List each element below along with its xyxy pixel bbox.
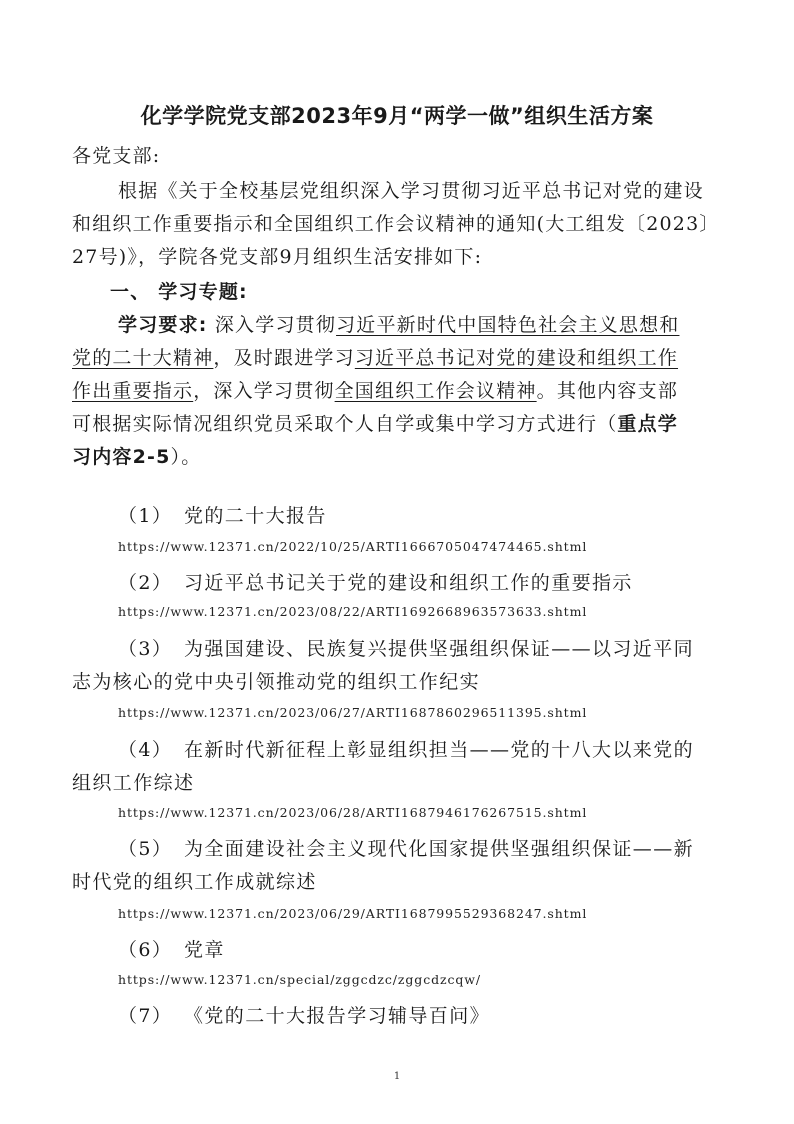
intro-line-3: 27号)》，学院各党支部9月组织生活安排如下: bbox=[72, 246, 483, 268]
requirement-line-2: 党的二十大精神，及时跟进学习习近平总书记对党的建设和组织工作 bbox=[72, 347, 679, 369]
requirement-line-1: 学习要求: 深入学习贯彻习近平新时代中国特色社会主义思想和 bbox=[118, 314, 680, 336]
underlined-topic: 全国组织工作会议精神 bbox=[334, 380, 537, 402]
list-item: （2） 习近平总书记关于党的建设和组织工作的重要指示 bbox=[118, 572, 633, 594]
reference-url[interactable]: https://www.12371.cn/2023/06/29/ARTI1687995529368247.shtml bbox=[118, 906, 588, 921]
page-number: 1 bbox=[393, 1071, 401, 1082]
reference-url[interactable]: https://www.12371.cn/2023/06/27/ARTI1687860296511395.shtml bbox=[118, 705, 588, 720]
underlined-topic: 作出重要指示 bbox=[72, 380, 194, 402]
reference-url[interactable]: https://www.12371.cn/2022/10/25/ARTI1666705047474465.shtml bbox=[118, 539, 588, 554]
list-item: （5） 为全面建设社会主义现代化国家提供坚强组织保证——新 bbox=[118, 838, 695, 860]
list-item: （4） 在新时代新征程上彰显组织担当——党的十八大以来党的 bbox=[118, 739, 695, 761]
requirement-line-5: 习内容2-5）。 bbox=[72, 446, 202, 468]
underlined-topic: 习近平新时代中国特色社会主义思想和 bbox=[336, 314, 680, 336]
salutation: 各党支部: bbox=[72, 145, 161, 167]
reference-url[interactable]: https://www.12371.cn/2023/06/28/ARTI1687946176267515.shtml bbox=[118, 805, 588, 820]
document-title: 化学学院党支部2023年9月“两学一做”组织生活方案 bbox=[140, 104, 654, 128]
reference-url[interactable]: https://www.12371.cn/2023/08/22/ARTI1692668963573633.shtml bbox=[118, 604, 588, 619]
list-item-continuation: 时代党的组织工作成就综述 bbox=[72, 871, 317, 893]
reference-url[interactable]: https://www.12371.cn/special/zggcdzc/zggcdzcqw/ bbox=[118, 972, 481, 987]
list-item: （6） 党章 bbox=[118, 939, 225, 961]
intro-line-1: 根据《关于全校基层党组织深入学习贯彻习近平总书记对党的建设 bbox=[118, 180, 704, 202]
requirement-line-3: 作出重要指示，深入学习贯彻全国组织工作会议精神。其他内容支部 bbox=[72, 380, 679, 402]
underlined-topic: 习近平总书记对党的建设和组织工作 bbox=[354, 347, 679, 369]
intro-line-2: 和组织工作重要指示和全国组织工作会议精神的通知(大工组发〔2023〕 bbox=[72, 213, 720, 235]
list-item-continuation: 志为核心的党中央引领推动党的组织工作纪实 bbox=[72, 671, 481, 693]
list-item: （3） 为强国建设、民族复兴提供坚强组织保证——以习近平同 bbox=[118, 638, 695, 660]
requirement-line-4: 可根据实际情况组织党员采取个人自学或集中学习方式进行（重点学 bbox=[72, 413, 679, 435]
section-heading: 一、 学习专题: bbox=[110, 281, 248, 303]
list-item-continuation: 组织工作综述 bbox=[72, 772, 195, 794]
list-item: （1） 党的二十大报告 bbox=[118, 505, 327, 527]
underlined-topic: 党的二十大精神 bbox=[72, 347, 214, 369]
requirement-label: 学习要求: bbox=[118, 314, 208, 336]
list-item: （7） 《党的二十大报告学习辅导百问》 bbox=[118, 1005, 491, 1027]
